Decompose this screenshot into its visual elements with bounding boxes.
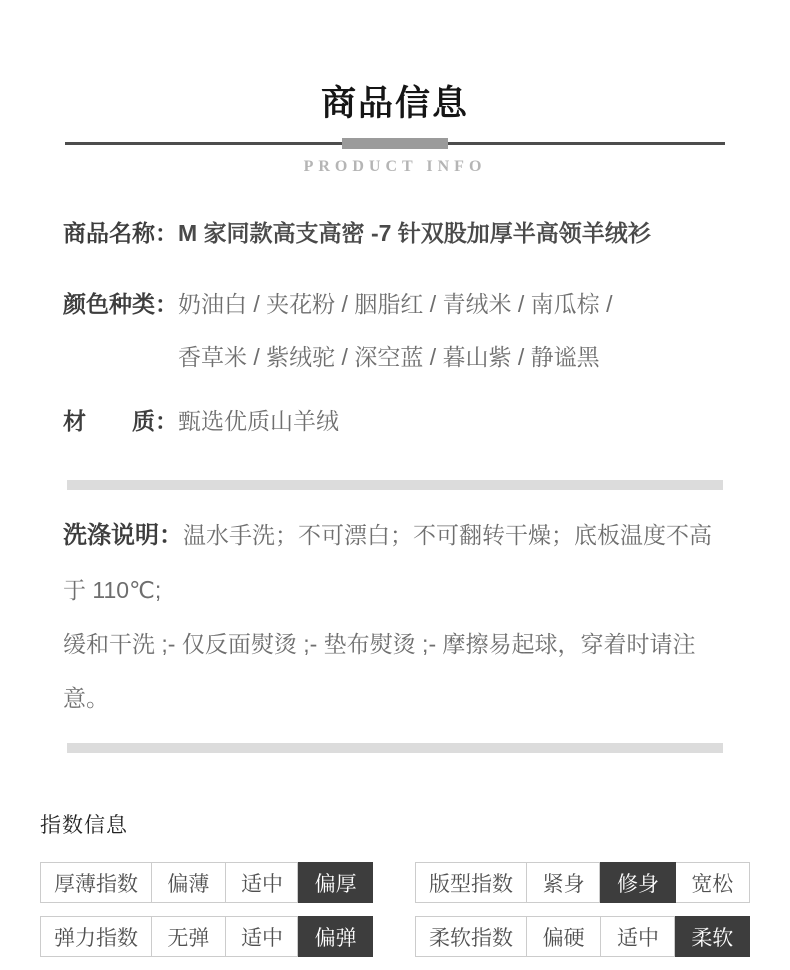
table-row <box>415 916 750 957</box>
page-title: 商品信息 <box>320 84 469 123</box>
product-name-row <box>63 218 727 248</box>
product-info <box>0 218 790 436</box>
index-tables <box>40 862 750 970</box>
material-value: 甄选优质山羊绒 <box>178 408 339 434</box>
option-cell: 柔软 <box>674 916 750 957</box>
option-cell: 紧身 <box>526 863 600 902</box>
index-table-right <box>415 862 750 970</box>
product-colors-row <box>63 278 727 384</box>
index-section-title: 指数信息 <box>40 814 128 837</box>
option-cell: 偏弹 <box>297 916 373 957</box>
wash-label: 洗涤说明： <box>63 522 183 549</box>
option-cell: 适中 <box>225 863 299 902</box>
product-name-label: 商品名称： <box>63 220 178 246</box>
divider-center-bar <box>342 138 448 149</box>
section-bar-bottom <box>67 743 723 753</box>
wash-line-2: 缓和干洗 ;- 仅反面熨烫 ;- 垫布熨烫 ;- 摩擦易起球，穿着时请注意。 <box>63 631 696 711</box>
option-cell: 适中 <box>600 917 674 956</box>
option-cell: 偏薄 <box>151 863 225 902</box>
option-cell: 无弹 <box>151 917 225 956</box>
section-bar-top <box>67 480 723 490</box>
colors-line-2: 香草米 / 紫绒驼 / 深空蓝 / 暮山紫 / 静谧黑 <box>178 344 600 370</box>
page-subtitle: PRODUCT INFO <box>303 158 487 175</box>
table-row <box>40 862 373 903</box>
row-label: 弹力指数 <box>54 926 138 950</box>
option-cell: 偏厚 <box>297 862 373 903</box>
colors-label: 颜色种类： <box>63 291 178 317</box>
header <box>0 0 790 176</box>
table-row <box>40 916 373 957</box>
option-cell: 适中 <box>225 917 299 956</box>
product-material-row <box>63 406 727 436</box>
colors-value <box>178 278 612 384</box>
index-table-left <box>40 862 373 970</box>
option-cell: 修身 <box>599 862 675 903</box>
row-label: 版型指数 <box>429 872 513 896</box>
product-name-value: M 家同款高支高密 -7 针双股加厚半高领羊绒衫 <box>178 220 651 246</box>
row-label: 柔软指数 <box>429 926 513 950</box>
material-label: 材 质： <box>63 408 178 434</box>
option-cell: 偏硬 <box>526 917 600 956</box>
wash-line-1 <box>63 508 727 617</box>
colors-line-1: 奶油白 / 夹花粉 / 胭脂红 / 青绒米 / 南瓜棕 / <box>178 291 613 317</box>
row-label: 厚薄指数 <box>54 872 138 896</box>
option-cell: 宽松 <box>675 863 749 902</box>
header-divider <box>65 138 725 149</box>
wash-instructions <box>0 508 790 725</box>
table-row <box>415 862 750 903</box>
wash-text-1: 温水手洗；不可漂白；不可翻转干燥；底板温度不高于 110℃; <box>63 522 712 603</box>
